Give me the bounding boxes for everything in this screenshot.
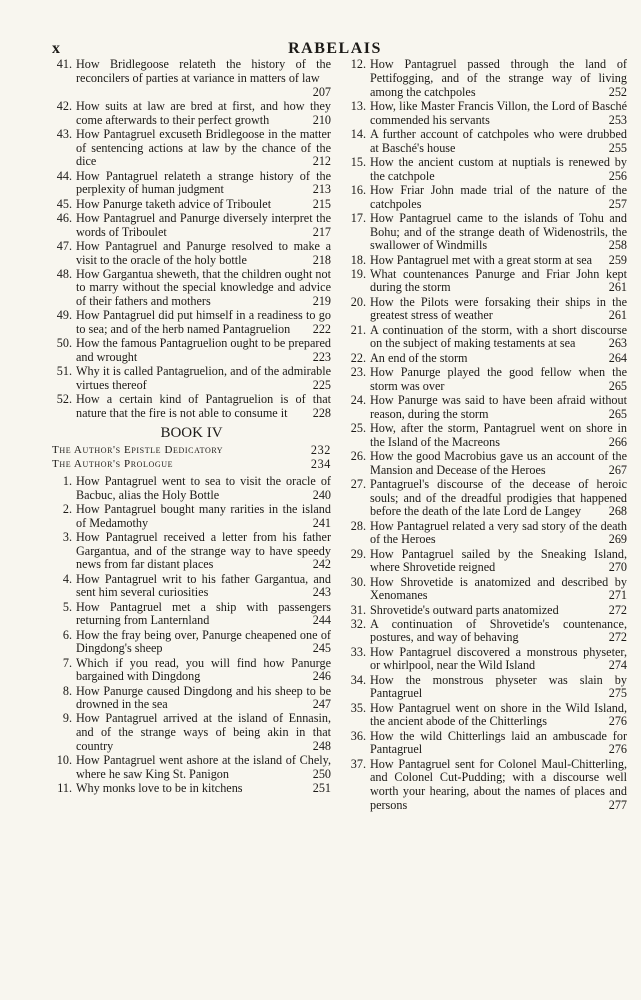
chapter-number: 27.	[350, 476, 366, 491]
chapter-title: How Shrovetide is anatomized and described by Xenomanes	[370, 574, 627, 603]
chapter-title: Why monks love to be in kitchens	[76, 781, 243, 796]
chapter-number: 35.	[350, 700, 366, 715]
page-ref: 263	[608, 336, 627, 351]
chapter-number: 51.	[56, 364, 72, 379]
page-ref: 241	[312, 515, 331, 530]
chapter-title: A continuation of the storm, with a short discourse on the subject of making testaments at sea	[370, 322, 627, 351]
toc-entry	[346, 646, 627, 674]
chapter-title: How, like Master Francis Villon, the Lord of Basché commended his servants	[370, 98, 627, 127]
chapter-title: How Pantagruel writ to his father Gargantua, and sent him several curiosities	[76, 571, 331, 600]
chapter-number: 2.	[62, 501, 72, 516]
page-ref: 219	[312, 294, 331, 309]
chapter-title: How the wild Chitterlings laid an ambuscade for Pantagruel	[370, 728, 627, 757]
page-ref: 246	[312, 669, 331, 684]
chapter-number: 5.	[62, 599, 72, 614]
chapter-title: How Bridlegoose relateth the history of the reconcilers of parties at variance in matters of law	[76, 57, 331, 85]
page-ref: 228	[312, 406, 331, 421]
chapter-number: 4.	[62, 571, 72, 586]
chapter-title: How Pantagruel sent for Colonel Maul-Chitterling, and Colonel Cut-Pudding; with a discourse well worth your hearing, about the names of places and persons	[370, 756, 627, 812]
page-ref: 270	[608, 560, 627, 575]
page-ref: 277	[608, 798, 627, 812]
chapter-title: How Pantagruel went on shore in the Wild Island, the ancient abode of the Chitterlings	[370, 700, 627, 729]
toc-entry	[346, 548, 627, 576]
page-ref: 269	[608, 532, 627, 547]
page-ref: 217	[312, 224, 331, 239]
page-ref: 256	[608, 168, 627, 183]
toc-entry	[52, 128, 331, 169]
toc-entry	[346, 478, 627, 519]
page-ref: 261	[608, 308, 627, 323]
page-number: x	[52, 40, 60, 57]
chapter-number: 24.	[350, 392, 366, 407]
toc-entry	[346, 758, 627, 813]
chapter-number: 20.	[350, 294, 366, 309]
toc-entry	[346, 366, 627, 394]
page-ref: 215	[312, 196, 331, 211]
toc-entry	[52, 240, 331, 268]
chapter-number: 7.	[62, 655, 72, 670]
page-ref: 242	[312, 557, 331, 572]
toc-entry	[52, 629, 331, 657]
chapter-number: 37.	[350, 756, 366, 771]
front-matter-item	[52, 457, 331, 471]
page-ref: 272	[608, 630, 627, 645]
toc-entry	[52, 198, 331, 212]
chapter-title: How Panurge was said to have been afraid without reason, during the storm	[370, 392, 627, 421]
toc-entry	[52, 337, 331, 365]
chapter-number: 15.	[350, 154, 366, 169]
chapter-title: A further account of catchpoles who were drubbed at Basché's house	[370, 126, 627, 155]
toc-entry	[346, 156, 627, 184]
chapter-number: 17.	[350, 210, 366, 225]
chapter-title: How the Pilots were forsaking their ships in the greatest stress of weather	[370, 294, 627, 323]
front-matter-title: The Author's Epistle Dedicatory	[52, 443, 224, 456]
book4-contents-list-left	[52, 475, 331, 796]
chapter-number: 10.	[56, 753, 72, 768]
page-ref: 275	[608, 686, 627, 701]
toc-entry	[346, 450, 627, 478]
page-ref: 250	[312, 767, 331, 782]
toc-entry	[52, 782, 331, 796]
chapter-number: 25.	[350, 420, 366, 435]
page-ref: 267	[608, 462, 627, 477]
page-ref: 240	[312, 487, 331, 502]
chapter-title: How Panurge taketh advice of Triboulet	[76, 196, 272, 211]
toc-entry	[346, 324, 627, 352]
chapter-title: How Pantagruel and Panurge resolved to make a visit to the oracle of the holy bottle	[76, 238, 331, 267]
toc-entry	[52, 212, 331, 240]
toc-entry	[52, 393, 331, 421]
front-matter-list	[52, 443, 331, 471]
toc-entry	[346, 520, 627, 548]
chapter-title: How the famous Pantagruelion ought to be prepared and wrought	[76, 336, 331, 365]
chapter-title: An end of the storm	[370, 350, 468, 365]
book4-contents-list-right	[346, 58, 627, 813]
toc-entry	[346, 674, 627, 702]
page-ref: 265	[608, 406, 627, 421]
chapter-title: Shrovetide's outward parts anatomized	[370, 602, 559, 617]
chapter-number: 43.	[56, 126, 72, 141]
page-ref: 276	[608, 714, 627, 729]
chapter-title: Pantagruel's discourse of the decease of heroic souls; and of the dreadful prodigies that happened before the death of the late Lord de Langey	[370, 476, 627, 519]
toc-entry	[346, 128, 627, 156]
page-ref: 248	[312, 739, 331, 754]
page-ref: 251	[312, 781, 331, 796]
chapter-title: How Pantagruel met a ship with passengers returning from Lanternland	[76, 599, 331, 628]
page-ref: 247	[312, 697, 331, 712]
chapter-title: How Pantagruel excuseth Bridlegoose in the matter of sentencing actions at law by the chance of the dice	[76, 126, 331, 169]
chapter-title: How Pantagruel arrived at the island of Ennasin, and of the strange ways of being akin in that country	[76, 711, 331, 754]
page-ref: 222	[312, 322, 331, 337]
chapter-number: 33.	[350, 644, 366, 659]
chapter-title: How Pantagruel went ashore at the island of Chely, where he saw King St. Panigon	[76, 753, 331, 782]
toc-entry	[52, 268, 331, 309]
chapter-title: How, after the storm, Pantagruel went on shore in the Island of the Macreons	[370, 420, 627, 449]
toc-entry	[52, 170, 331, 198]
chapter-title: How Panurge played the good fellow when the storm was over	[370, 364, 627, 393]
toc-entry	[52, 754, 331, 782]
chapter-title: How Pantagruel passed through the land of Pettifogging, and of the strange way of living among the catchpoles	[370, 57, 627, 99]
chapter-title: How Pantagruel sailed by the Sneaking Island, where Shrovetide reigned	[370, 546, 627, 575]
chapter-number: 49.	[56, 308, 72, 323]
chapter-number: 8.	[62, 683, 72, 698]
page-ref: 212	[312, 154, 331, 169]
chapter-title: How the monstrous physeter was slain by Pantagruel	[370, 672, 627, 701]
toc-entry	[52, 685, 331, 713]
chapter-number: 6.	[62, 627, 72, 642]
chapter-title: How Pantagruel came to the islands of Tohu and Bohu; and of the strange death of Widenostrils, the swallower of Windmills	[370, 210, 627, 253]
chapter-number: 23.	[350, 364, 366, 379]
chapter-number: 52.	[56, 392, 72, 407]
page-ref: 207	[312, 84, 331, 99]
toc-entry	[346, 702, 627, 730]
page-ref: 271	[608, 588, 627, 603]
page-ref: 252	[608, 84, 627, 99]
chapter-title: What countenances Panurge and Friar John kept during the storm	[370, 266, 627, 295]
page-ref: 272	[608, 602, 627, 617]
toc-entry	[52, 503, 331, 531]
chapter-number: 18.	[350, 252, 366, 267]
chapter-number: 22.	[350, 350, 366, 365]
toc-entry	[52, 573, 331, 601]
chapter-title: How Panurge caused Dingdong and his sheep to be drowned in the sea	[76, 683, 331, 712]
right-column	[346, 58, 627, 813]
toc-entry	[346, 576, 627, 604]
front-matter-page: 234	[310, 456, 331, 471]
chapter-title: How suits at law are bred at first, and how they come afterwards to their perfect growth	[76, 98, 331, 127]
chapter-number: 19.	[350, 266, 366, 281]
left-column	[52, 58, 331, 796]
chapter-title: How a certain kind of Pantagruelion is of that nature that the fire is not able to consume it	[76, 392, 331, 421]
chapter-number: 42.	[56, 98, 72, 113]
page-ref: 274	[608, 658, 627, 673]
chapter-title: How Pantagruel met with a great storm at sea	[370, 252, 593, 267]
page-ref: 266	[608, 434, 627, 449]
chapter-number: 26.	[350, 448, 366, 463]
chapter-number: 46.	[56, 210, 72, 225]
toc-entry	[52, 475, 331, 503]
toc-entry	[52, 365, 331, 393]
page-ref: 258	[608, 238, 627, 253]
toc-entry	[52, 100, 331, 128]
toc-entry	[52, 309, 331, 337]
chapter-number: 21.	[350, 322, 366, 337]
chapter-title: How the good Macrobius gave us an account of the Mansion and Decease of the Heroes	[370, 448, 627, 477]
chapter-number: 50.	[56, 336, 72, 351]
toc-entry	[346, 618, 627, 646]
front-matter-title: The Author's Prologue	[52, 457, 174, 470]
chapter-number: 44.	[56, 168, 72, 183]
toc-entry	[52, 58, 331, 99]
toc-entry	[346, 184, 627, 212]
toc-entry	[346, 604, 627, 618]
chapter-title: Which if you read, you will find how Panurge bargained with Dingdong	[76, 655, 331, 684]
toc-entry	[346, 352, 627, 366]
chapter-number: 11.	[57, 781, 72, 796]
chapter-number: 48.	[56, 266, 72, 281]
front-matter-page: 232	[310, 442, 331, 457]
page-ref: 264	[608, 350, 627, 365]
page-ref: 268	[608, 504, 627, 519]
toc-entry	[346, 58, 627, 99]
page-ref: 210	[312, 112, 331, 127]
chapter-number: 12.	[350, 57, 366, 71]
toc-entry	[346, 100, 627, 128]
running-title: RABELAIS	[288, 40, 382, 57]
chapter-title: How Gargantua sheweth, that the children ought not to marry without the special knowledge and advice of their fathers and mothers	[76, 266, 331, 309]
chapter-title: How Pantagruel discovered a monstrous physeter, or whirlpool, near the Wild Island	[370, 644, 627, 673]
page-ref: 276	[608, 742, 627, 757]
chapter-title: How Pantagruel relateth a strange history of the perplexity of human judgment	[76, 168, 331, 197]
chapter-title: How the ancient custom at nuptials is renewed by the catchpole	[370, 154, 627, 183]
chapter-title: How the fray being over, Panurge cheapened one of Dingdong's sheep	[76, 627, 331, 656]
page-ref: 261	[608, 280, 627, 295]
front-matter-item	[52, 443, 331, 457]
toc-entry	[346, 730, 627, 758]
page-ref: 243	[312, 585, 331, 600]
page-ref: 213	[312, 182, 331, 197]
page-ref: 218	[312, 252, 331, 267]
page-ref: 244	[312, 613, 331, 628]
toc-entry	[346, 394, 627, 422]
chapter-number: 1.	[62, 473, 72, 488]
chapter-number: 31.	[350, 602, 366, 617]
toc-entry	[346, 254, 627, 268]
book3-contents-list	[52, 58, 331, 421]
chapter-title: Why it is called Pantagruelion, and of the admirable virtues thereof	[76, 364, 331, 393]
chapter-number: 45.	[56, 196, 72, 211]
toc-entry	[346, 268, 627, 296]
chapter-number: 30.	[350, 574, 366, 589]
toc-entry	[52, 657, 331, 685]
chapter-number: 29.	[350, 546, 366, 561]
toc-entry	[52, 601, 331, 629]
page-ref: 225	[312, 378, 331, 393]
chapter-number: 36.	[350, 728, 366, 743]
toc-entry	[346, 422, 627, 450]
chapter-number: 41.	[56, 57, 72, 71]
chapter-number: 28.	[350, 518, 366, 533]
chapter-title: How Pantagruel went to sea to visit the oracle of Bacbuc, alias the Holy Bottle	[76, 473, 331, 502]
chapter-number: 9.	[62, 711, 72, 726]
page-ref: 255	[608, 140, 627, 155]
chapter-number: 14.	[350, 126, 366, 141]
chapter-number: 3.	[62, 529, 72, 544]
chapter-title: How Pantagruel did put himself in a readiness to go to sea; and of the herb named Pantagruelion	[76, 308, 331, 337]
chapter-title: How Pantagruel bought many rarities in the island of Medamothy	[76, 501, 331, 530]
page-ref: 223	[312, 350, 331, 365]
page-ref: 265	[608, 378, 627, 393]
toc-entry	[52, 712, 331, 753]
toc-entry	[346, 212, 627, 253]
chapter-title: How Friar John made trial of the nature of the catchpoles	[370, 182, 627, 211]
book-heading: BOOK IV	[160, 425, 223, 442]
chapter-title: A continuation of Shrovetide's countenance, postures, and way of behaving	[370, 616, 627, 645]
page-ref: 253	[608, 112, 627, 127]
chapter-number: 13.	[350, 98, 366, 113]
chapter-number: 34.	[350, 672, 366, 687]
toc-entry	[346, 296, 627, 324]
page-ref: 245	[312, 641, 331, 656]
toc-entry	[52, 531, 331, 572]
page-ref: 257	[608, 196, 627, 211]
chapter-title: How Pantagruel related a very sad story of the death of the Heroes	[370, 518, 627, 547]
chapter-number: 47.	[56, 238, 72, 253]
chapter-title: How Pantagruel received a letter from his father Gargantua, and of the strange way to have speedy news from far distant places	[76, 529, 331, 572]
chapter-number: 32.	[350, 616, 366, 631]
chapter-title: How Pantagruel and Panurge diversely interpret the words of Triboulet	[76, 210, 331, 239]
page-ref: 259	[608, 252, 627, 267]
chapter-number: 16.	[350, 182, 366, 197]
